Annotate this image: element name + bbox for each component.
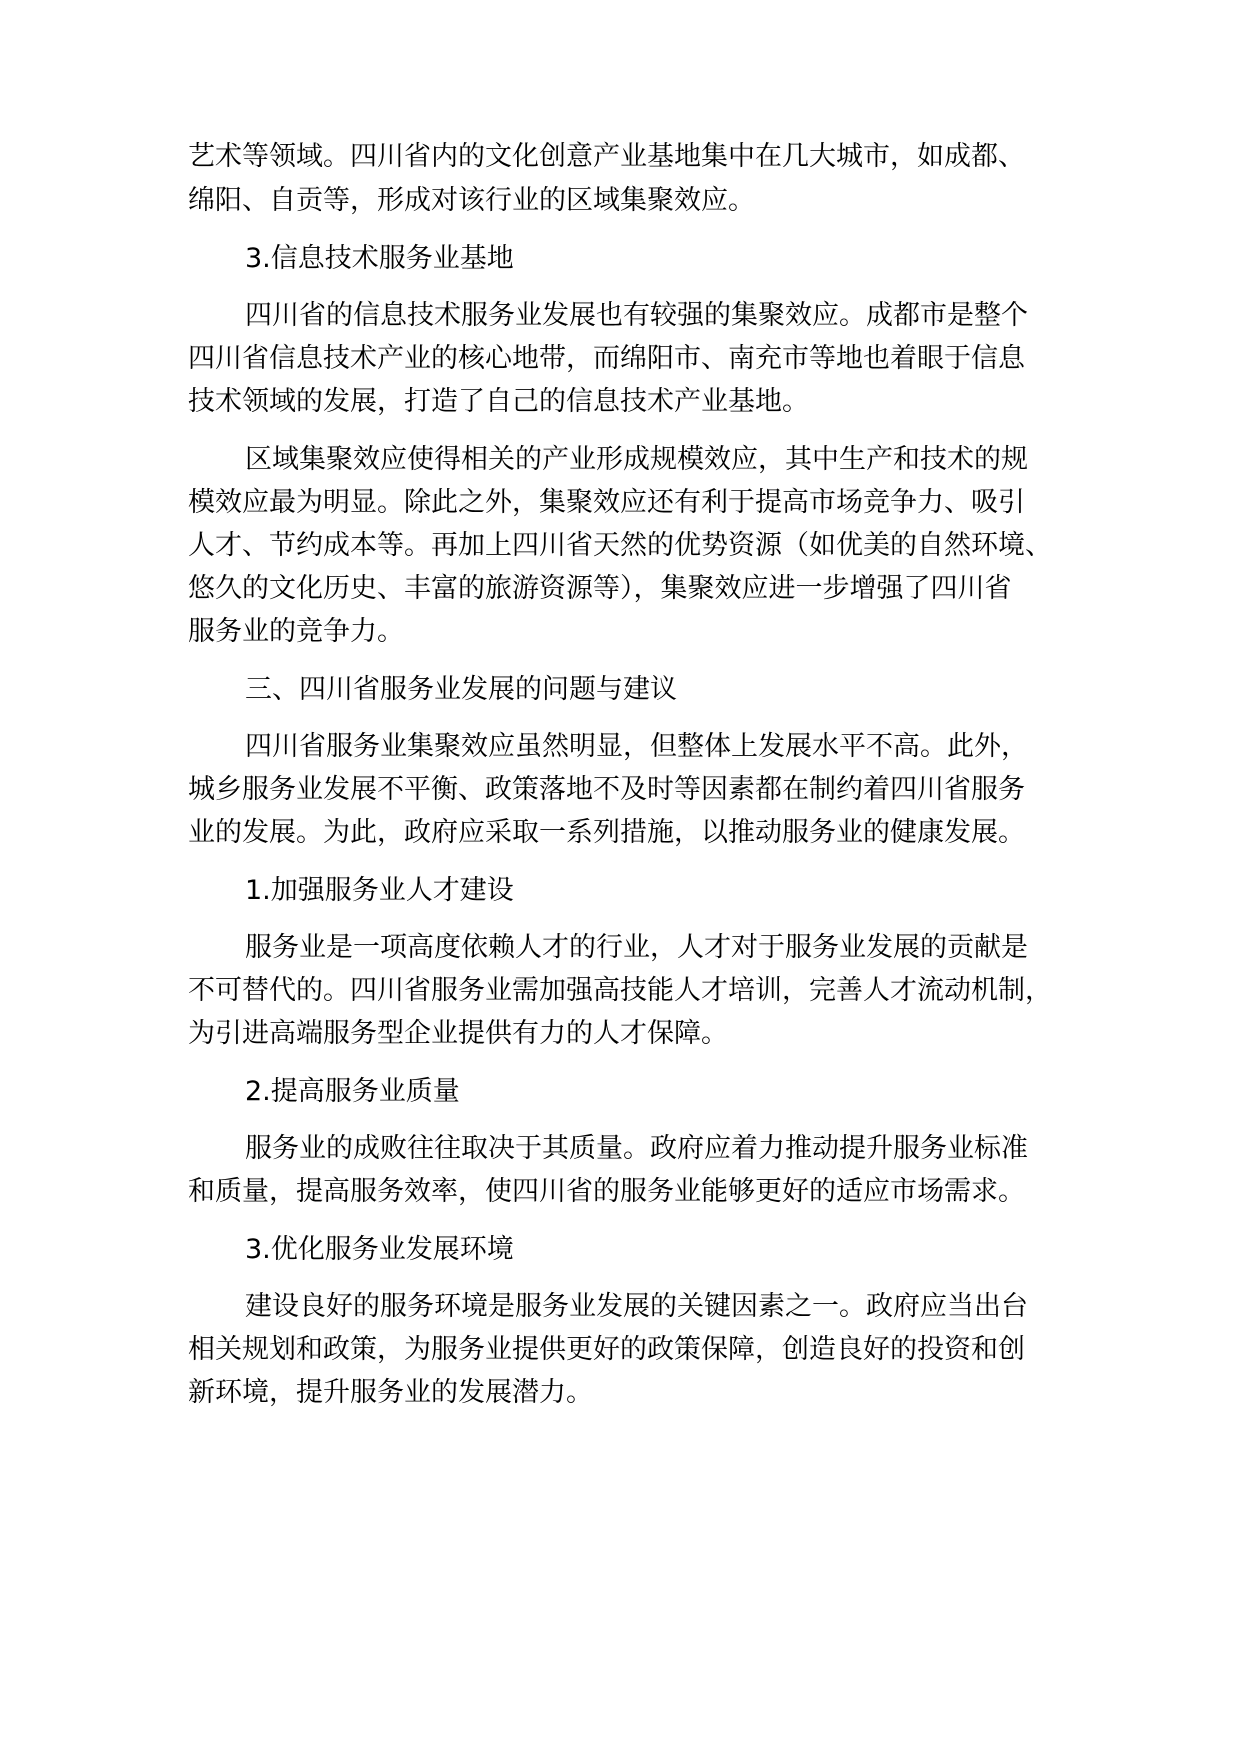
subheading-info-tech-base: 3.信息技术服务业基地 [245, 243, 514, 274]
text-line: 区域集聚效应使得相关的产业形成规模效应，其中生产和技术的规 [245, 444, 1028, 475]
text-line: 服务业是一项高度依赖人才的行业，人才对于服务业发展的贡献是 [245, 932, 1028, 963]
text-line: 为引进高端服务型企业提供有力的人才保障。 [188, 1018, 728, 1049]
text-line: 人才、节约成本等。再加上四川省天然的优势资源（如优美的自然环境、 [188, 530, 1052, 561]
text-line: 和质量，提高服务效率，使四川省的服务业能够更好的适应市场需求。 [188, 1176, 1025, 1207]
text-line: 建设良好的服务环境是服务业发展的关键因素之一。政府应当出台 [245, 1291, 1028, 1322]
text-line: 悠久的文化历史、丰富的旅游资源等），集聚效应进一步增强了四川省 [188, 573, 1012, 604]
text-line: 艺术等领域。四川省内的文化创意产业基地集中在几大城市，如成都、 [188, 141, 1025, 172]
text-line: 不可替代的。四川省服务业需加强高技能人才培训，完善人才流动机制， [188, 975, 1052, 1006]
subheading-talent: 1.加强服务业人才建设 [245, 875, 514, 906]
text-line: 城乡服务业发展不平衡、政策落地不及时等因素都在制约着四川省服务 [188, 774, 1025, 805]
text-line: 相关规划和政策，为服务业提供更好的政策保障，创造良好的投资和创 [188, 1334, 1025, 1365]
text-line: 服务业的竞争力。 [188, 616, 404, 647]
text-line: 四川省信息技术产业的核心地带，而绵阳市、南充市等地也着眼于信息 [188, 343, 1025, 374]
text-line: 四川省的信息技术服务业发展也有较强的集聚效应。成都市是整个 [245, 300, 1028, 331]
subheading-quality: 2.提高服务业质量 [245, 1076, 460, 1107]
text-line: 绵阳、自贡等，形成对该行业的区域集聚效应。 [188, 185, 755, 216]
text-line: 模效应最为明显。除此之外，集聚效应还有利于提高市场竞争力、吸引 [188, 487, 1025, 518]
text-line: 技术领域的发展，打造了自己的信息技术产业基地。 [188, 386, 809, 417]
text-line: 服务业的成败往往取决于其质量。政府应着力推动提升服务业标准 [245, 1133, 1028, 1164]
text-line: 四川省服务业集聚效应虽然明显，但整体上发展水平不高。此外， [245, 731, 1028, 762]
text-line: 新环境，提升服务业的发展潜力。 [188, 1377, 593, 1408]
text-line: 业的发展。为此，政府应采取一系列措施，以推动服务业的健康发展。 [188, 817, 1025, 848]
section-heading-problems-suggestions: 三、四川省服务业发展的问题与建议 [245, 674, 677, 705]
subheading-environment: 3.优化服务业发展环境 [245, 1234, 514, 1265]
